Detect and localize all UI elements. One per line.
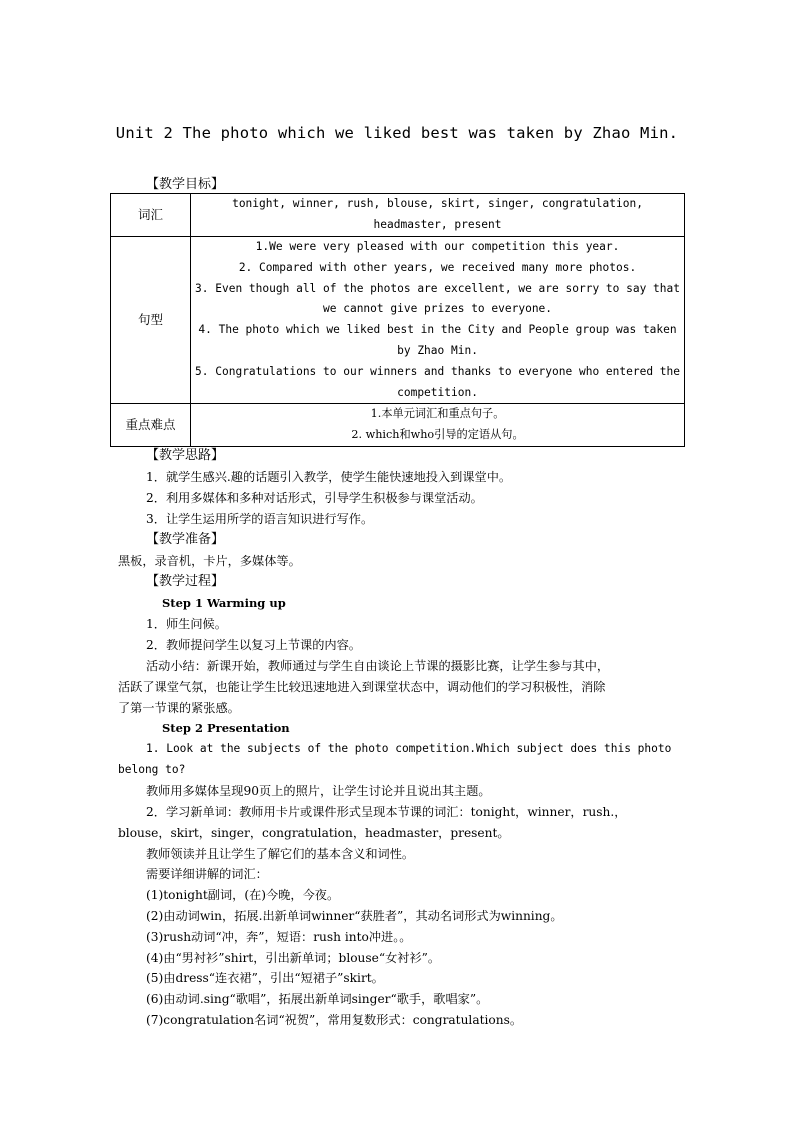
sentence-line: 3. Even though all of the photos are excellent, we are sorry to say that	[195, 281, 680, 295]
idea-item: 2．利用多媒体和多种对话形式，引导学生积极参与课堂活动。	[146, 491, 483, 505]
step2-line: 教师用多媒体呈现90页上的照片，让学生讨论并且说出其主题。	[146, 784, 491, 798]
goals-heading: 【教学目标】	[146, 177, 225, 192]
key-points-row	[111, 404, 685, 447]
key-point-line: 1.本单元词汇和重点句子。	[370, 407, 505, 421]
sentence-content	[191, 237, 685, 404]
summary-line: 活跃了课堂气氛，也能让学生比较迅速地进入到课堂状态中，调动他们的学习积极性，消除	[118, 680, 606, 694]
goals-table	[110, 193, 685, 447]
summary-line: 活动小结：新课开始，教师通过与学生自由谈论上节课的摄影比赛，让学生参与其中，	[146, 659, 610, 673]
ideas-heading: 【教学思路】	[146, 448, 225, 463]
vocab-line: tonight, winner, rush, blouse, skirt, singer, congratulation,	[232, 197, 643, 211]
sentence-row	[111, 237, 685, 404]
vocab-line: headmaster, present	[373, 218, 502, 231]
step2-question-line: belong to?	[118, 763, 186, 776]
idea-item: 3．让学生运用所学的语言知识进行写作。	[146, 512, 374, 526]
step2-line: 2．学习新单词：教师用卡片或课件形式呈现本节课的词汇：tonight，winner，rush.，	[146, 805, 627, 819]
sentence-line: 1.We were very pleased with our competition this year.	[255, 240, 620, 253]
step2-line: blouse，skirt，singer，congratulation，headmaster，present。	[118, 826, 510, 840]
key-point-line: 2. which和who引导的定语从句。	[351, 428, 524, 442]
step1-item: 1．师生问候。	[146, 617, 227, 631]
step2-line: (3)rush动词“冲，奔”，短语：rush into冲进。。	[146, 930, 412, 944]
sentence-line: 2. Compared with other years, we received many more photos.	[238, 260, 637, 274]
summary-line: 了第一节课的紧张感。	[118, 701, 240, 715]
step2-line: (5)由dress“连衣裙”，引出“短裙子”skirt。	[146, 971, 384, 985]
idea-item: 1．就学生感兴.趣的话题引入教学，使学生能快速地投入到课堂中。	[146, 470, 512, 484]
vocab-label: 词汇	[111, 194, 191, 237]
step1-item: 2．教师提问学生以复习上节课的内容。	[146, 638, 361, 652]
process-heading: 【教学过程】	[146, 574, 225, 589]
sentence-line: 5. Congratulations to our winners and thanks to everyone who entered the	[195, 364, 680, 378]
key-points-label: 重点难点	[111, 404, 191, 447]
step2-line: (6)由动词.sing“歌唱”，拓展出新单词singer“歌手，歌唱家”。	[146, 992, 489, 1006]
step2-line: (1)tonight副词，(在)今晚，今夜。	[146, 888, 340, 902]
step2-line: 需要详细讲解的词汇：	[146, 867, 268, 881]
vocab-row	[111, 194, 685, 237]
sentence-line: we cannot give prizes to everyone.	[323, 302, 553, 316]
step2-line: (7)congratulation名词“祝贺”，常用复数形式：congratulations。	[146, 1013, 523, 1027]
key-points-content	[191, 404, 685, 447]
step2-line: (4)由“男衬衫”shirt，引出新单词；blouse“女衬衫”。	[146, 951, 441, 965]
step2-line: 教师领读并且让学生了解它们的基本含义和词性。	[146, 847, 415, 861]
prep-heading: 【教学准备】	[146, 532, 225, 547]
prep-text: 黑板，录音机，卡片，多媒体等。	[118, 554, 301, 568]
sentence-line: competition.	[397, 385, 478, 399]
sentence-label: 句型	[111, 237, 191, 404]
page-title: Unit 2 The photo which we liked best was taken by Zhao Min.	[115, 124, 679, 142]
sentence-line: by Zhao Min.	[397, 343, 478, 357]
step2-line: (2)由动词win，拓展.出新单词winner“获胜者”，其动名词形式为winning。	[146, 909, 563, 923]
step1-title: Step 1 Warming up	[162, 596, 286, 610]
step2-question-line: 1. Look at the subjects of the photo competition.Which subject does this photo	[146, 742, 672, 755]
vocab-content	[191, 194, 685, 237]
step2-title: Step 2 Presentation	[162, 721, 290, 735]
sentence-line: 4. The photo which we liked best in the City and People group was taken	[198, 323, 677, 337]
